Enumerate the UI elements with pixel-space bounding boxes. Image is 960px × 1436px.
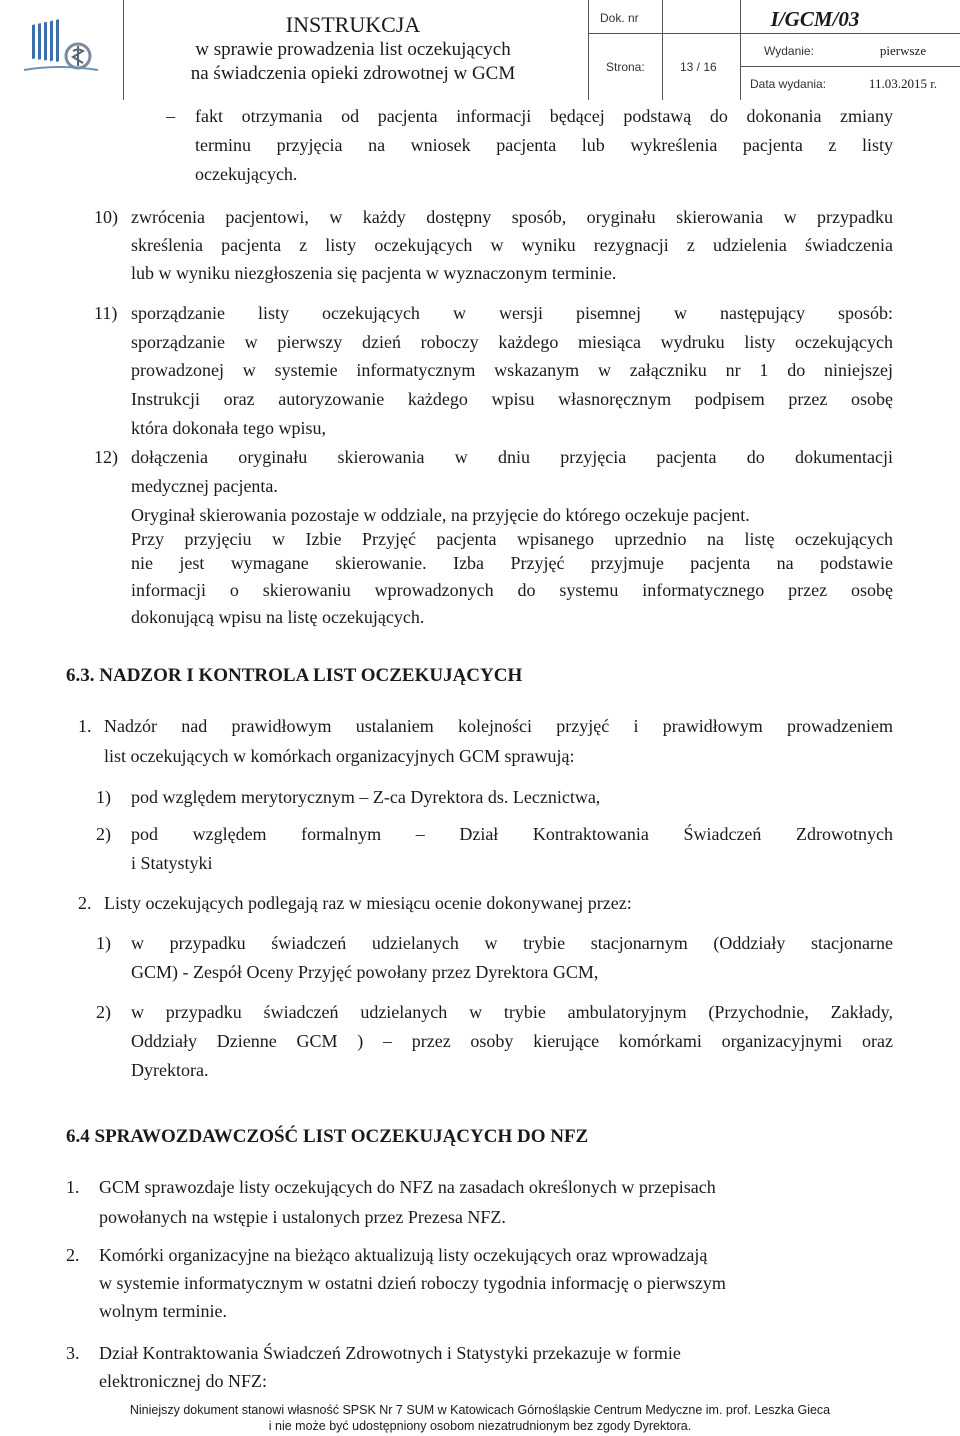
paragraph-line: Oddziały Dzienne GCM ) – przez osoby kierujące komórkami organizacyjnymi oraz bbox=[131, 1031, 893, 1051]
paragraph-line: dołączenia oryginału skierowania w dniu przyjęcia pacjenta do dokumentacji bbox=[131, 447, 893, 467]
paragraph-line: oczekujących. bbox=[195, 164, 298, 184]
paragraph-line: elektronicznej do NFZ: bbox=[99, 1371, 267, 1391]
paragraph-line: pod względem formalnym – Dział Kontraktowania Świadczeń Zdrowotnych bbox=[131, 824, 893, 844]
header-subtitle: w sprawie prowadzenia list oczekujących bbox=[195, 39, 511, 60]
paragraph-line: list oczekujących w komórkach organizacyjnych GCM sprawują: bbox=[104, 746, 575, 766]
header-divider bbox=[588, 0, 589, 100]
paragraph-line: nie jest wymagane skierowanie. Izba Przyjęć przyjmuje pacjenta na podstawie bbox=[131, 553, 893, 573]
paragraph-line: sporządzanie w pierwszy dzień roboczy każdego miesiąca wydruku listy oczekujących bbox=[131, 332, 893, 352]
footer-line: Niniejszy dokument stanowi własność SPSK Nr 7 SUM w Katowicach Górnośląskie Centrum Medyczne im. prof. Leszka Gieca bbox=[129, 1403, 831, 1417]
paragraph-line: w przypadku świadczeń udzielanych w trybie stacjonarnym (Oddziały stacjonarne bbox=[131, 933, 893, 953]
paragraph-line: wolnym terminie. bbox=[99, 1301, 227, 1321]
date-label: Data wydania: bbox=[750, 77, 827, 91]
paragraph-line: Dział Kontraktowania Świadczeń Zdrowotnych i Statystyki przekazuje w formie bbox=[99, 1343, 681, 1363]
list-number: 2. bbox=[78, 893, 92, 913]
paragraph-line: zwrócenia pacjentowi, w każdy dostępny sposób, oryginału skierowania w przypadku bbox=[131, 207, 893, 227]
doc-number-label: Dok. nr bbox=[600, 11, 639, 25]
paragraph-line: sporządzanie listy oczekujących w wersji pisemnej w następujący sposób: bbox=[131, 303, 893, 323]
paragraph-line: i Statystyki bbox=[131, 853, 213, 873]
paragraph-line: w systemie informatycznym w ostatni dzień roboczy tygodnia informację o pierwszym bbox=[99, 1273, 726, 1293]
paragraph-line: Oryginał skierowania pozostaje w oddziale, na przyjęcie do którego oczekuje pacjent. bbox=[131, 505, 750, 525]
header-divider bbox=[588, 33, 960, 34]
paragraph-line: Instrukcji oraz autoryzowanie każdego wpisu własnoręcznym podpisem przez osobę bbox=[131, 389, 893, 409]
list-number: 1) bbox=[96, 933, 111, 953]
header-divider bbox=[662, 0, 663, 100]
list-number: 1. bbox=[78, 716, 92, 736]
paragraph-line: GCM) - Zespół Oceny Przyjęć powołany przez Dyrektora GCM, bbox=[131, 962, 599, 982]
list-number: 1) bbox=[96, 787, 111, 807]
gcm-logo bbox=[18, 18, 102, 78]
paragraph-line: Nadzór nad prawidłowym ustalaniem kolejności przyjęć i prawidłowym prowadzeniem bbox=[104, 716, 893, 736]
header-divider bbox=[740, 66, 960, 67]
list-number: 10) bbox=[94, 207, 118, 227]
list-number: 12) bbox=[94, 447, 118, 467]
paragraph-line: fakt otrzymania od pacjenta informacji będącej podstawą do dokonania zmiany bbox=[195, 106, 893, 126]
paragraph-line: Dyrektora. bbox=[131, 1060, 209, 1080]
header-subtitle: na świadczenia opieki zdrowotnej w GCM bbox=[190, 63, 516, 84]
list-number: 2) bbox=[96, 824, 111, 844]
paragraph-line: medycznej pacjenta. bbox=[131, 476, 278, 496]
list-number: 2) bbox=[96, 1002, 111, 1022]
paragraph-line: powołanych na wstępie i ustalonych przez Prezesa NFZ. bbox=[99, 1207, 506, 1227]
page-value: 13 / 16 bbox=[680, 60, 717, 74]
paragraph-line: GCM sprawozdaje listy oczekujących do NFZ na zasadach określonych w przepisach bbox=[99, 1177, 716, 1197]
list-number: 11) bbox=[94, 303, 118, 323]
paragraph-line: Przy przyjęciu w Izbie Przyjęć pacjenta wpisanego uprzednio na listę oczekujących bbox=[131, 529, 893, 549]
section-heading: 6.3. NADZOR I KONTROLA LIST OCZEKUJĄCYCH bbox=[66, 665, 523, 686]
bullet-dash: – bbox=[166, 106, 175, 126]
list-number: 2. bbox=[66, 1245, 80, 1265]
paragraph-line: terminu przyjęcia na wniosek pacjenta lub wykreślenia pacjenta z listy bbox=[195, 135, 893, 155]
date-value: 11.03.2015 r. bbox=[868, 76, 938, 91]
paragraph-line: prowadzonej w systemie informatycznym wskazanym w załączniku nr 1 do niniejszej bbox=[131, 360, 893, 380]
paragraph-line: Listy oczekujących podlegają raz w miesiącu ocenie dokonywanej przez: bbox=[104, 893, 632, 913]
paragraph-line: Komórki organizacyjne na bieżąco aktualizują listy oczekujących oraz wprowadzają bbox=[99, 1245, 708, 1265]
paragraph-line: pod względem merytorycznym – Z-ca Dyrektora ds. Lecznictwa, bbox=[131, 787, 601, 807]
list-number: 1. bbox=[66, 1177, 80, 1197]
paragraph-line: w przypadku świadczeń udzielanych w trybie ambulatoryjnym (Przychodnie, Zakłady, bbox=[131, 1002, 893, 1022]
document-header bbox=[0, 0, 960, 100]
edition-value: pierwsze bbox=[879, 43, 927, 58]
paragraph-line: lub w wyniku niezgłoszenia się pacjenta w wyznaczonym terminie. bbox=[131, 263, 617, 283]
paragraph-line: informacji o skierowaniu wprowadzonych do systemu informatycznego przez osobę bbox=[131, 580, 893, 600]
list-number: 3. bbox=[66, 1343, 80, 1363]
doc-number-value: I/GCM/03 bbox=[770, 7, 860, 31]
paragraph-line: dokonującą wpisu na listę oczekujących. bbox=[131, 607, 425, 627]
edition-label: Wydanie: bbox=[764, 44, 814, 58]
section-heading: 6.4 SPRAWOZDAWCZOŚĆ LIST OCZEKUJĄCYCH DO NFZ bbox=[66, 1126, 589, 1147]
paragraph-line: która dokonała tego wpisu, bbox=[131, 418, 326, 438]
page-label: Strona: bbox=[606, 60, 645, 74]
paragraph-line: skreślenia pacjenta z listy oczekujących w wyniku rezygnacji z udzielenia świadczenia bbox=[131, 235, 893, 255]
footer-line: i nie może być udostępniony osobom niezatrudnionym bez zgody Dyrektora. bbox=[268, 1419, 692, 1433]
header-title: INSTRUKCJA bbox=[285, 12, 421, 37]
